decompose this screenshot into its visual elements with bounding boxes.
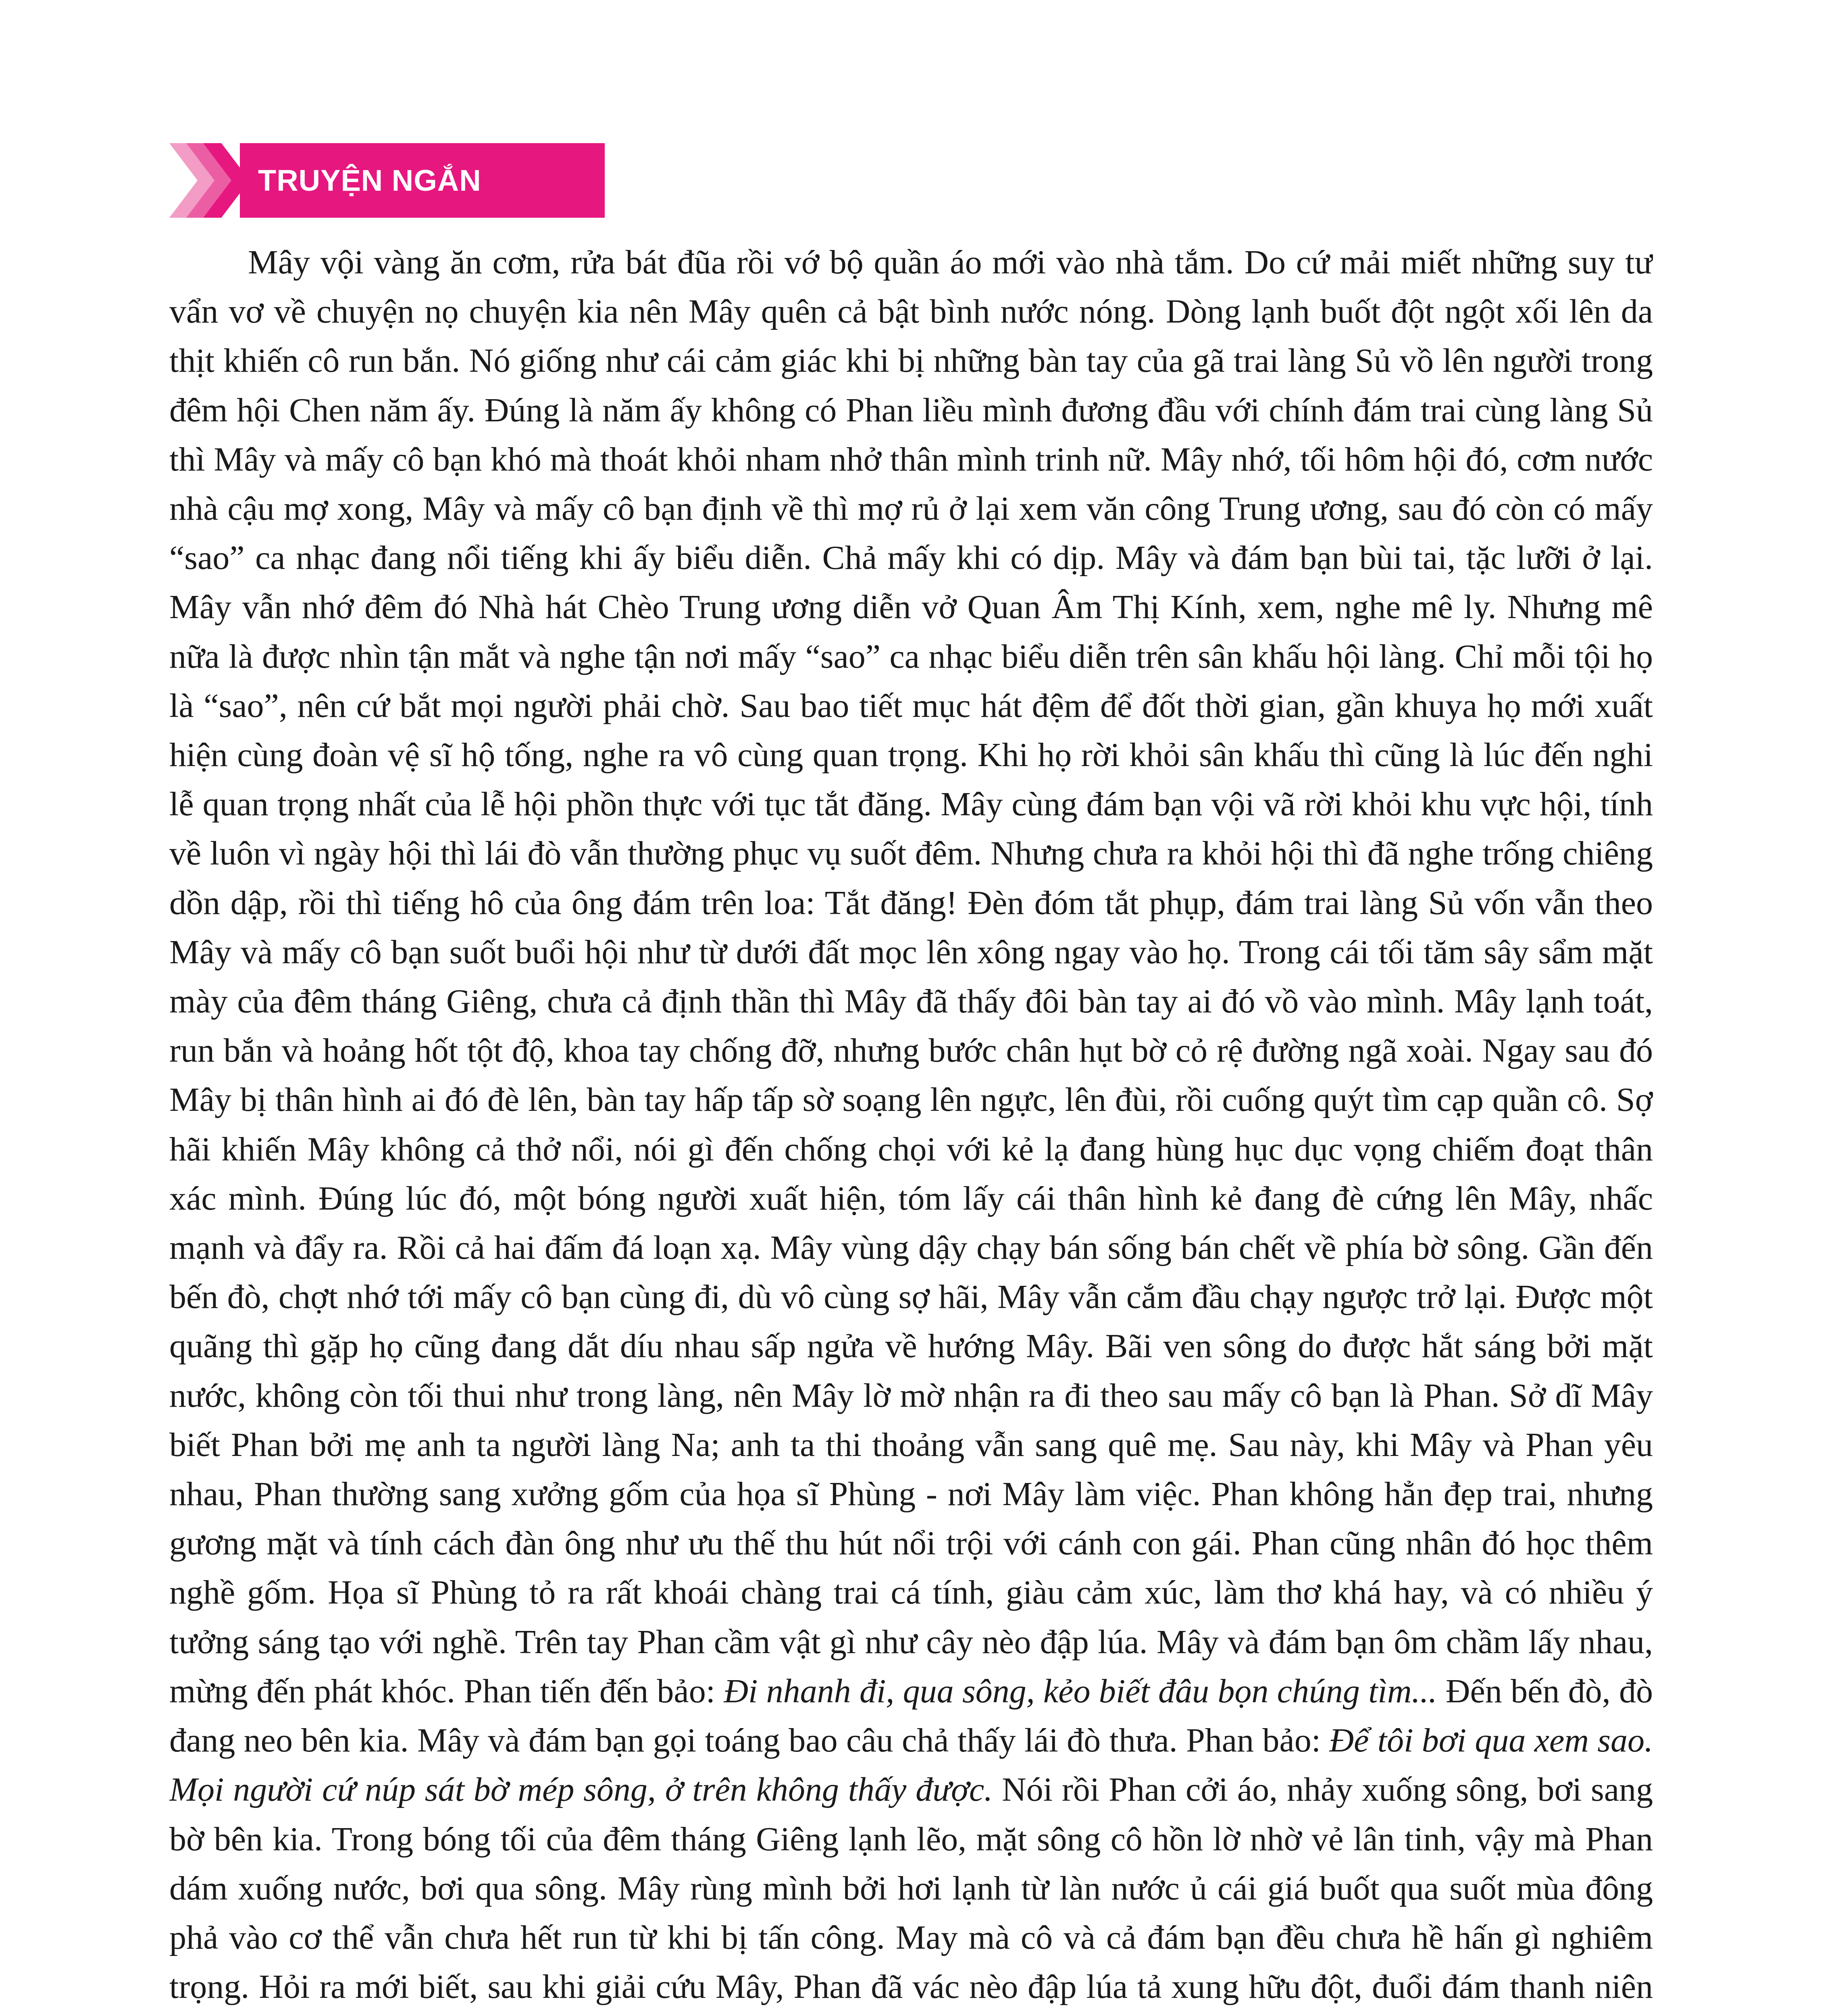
dialogue-quote: Đi nhanh đi, qua sông, kẻo biết đâu bọn chúng tìm... <box>724 1672 1437 1710</box>
section-label: TRUYỆN NGẮN <box>258 164 481 197</box>
triple-chevron-right-icon <box>169 143 250 218</box>
paragraph-text-middle: Đến bến đò, đò đang neo bên kia. Mây và đám bạn gọi toáng bao câu chả thấy lái đò thưa. Phan bảo: <box>169 1672 1653 1760</box>
paragraph-text-start: Mây vội vàng ăn cơm, rửa bát đũa rồi vớ bộ quần áo mới vào nhà tắm. Do cứ mải miết những suy tư vẩn vơ về chuyện nọ chuyện kia nên Mây quên cả bật bình nước nóng. Dòng lạnh buốt đột ngột xối lên da thịt khiến cô run bắn. Nó giống như cái cảm giác khi bị những bàn tay của gã trai làng Sủ vồ lên người trong đêm hội Chen năm ấy. Đúng là năm ấy không có Phan liều mình đương đầu với chính đám trai cùng làng Sủ thì Mây và mấy cô bạn khó mà thoát khỏi nham nhở thân mình trinh nữ. Mây nhớ, tối hôm hội đó, cơm nước nhà cậu mợ xong, Mây và mấy cô bạn định về thì mợ rủ ở lại xem văn công Trung ương, sau đó còn có mấy “sao” ca nhạc đang nổi tiếng khi ấy biểu diễn. Chả mấy khi có dịp. Mây và đám bạn bùi tai, tặc lưỡi ở lại. Mây vẫn nhớ đêm đó Nhà hát Chèo Trung ương diễn vở Quan Âm Thị Kính, xem, nghe mê ly. Nhưng mê nữa là được nhìn tận mắt và nghe tận nơi mấy “sao” ca nhạc biểu diễn trên sân khấu hội làng. Chỉ mỗi tội họ là “sao”, nên cứ bắt mọi người phải chờ. Sau bao tiết mục hát đệm để đốt thời gian, gần khuya họ mới xuất hiện cùng đoàn vệ sĩ hộ tống, nghe ra vô cùng quan trọng. Khi họ rời khỏi sân khấu thì cũng là lúc đến nghi lễ quan trọng nhất của lễ hội phồn thực với tục tắt đăng. Mây cùng đám bạn vội vã rời khỏi khu vực hội, tính về luôn vì ngày hội thì lái đò vẫn thường phục vụ suốt đêm. Nhưng chưa ra khỏi hội thì đã nghe trống chiêng dồn dập, rồi thì tiếng hô của ông đám trên loa: Tắt đăng! Đèn đóm tắt phụp, đám trai làng Sủ vốn vẫn theo Mây và mấy cô bạn suốt buổi hội như từ dưới đất mọc lên xông ngay vào họ. Trong cái tối tăm sây sẩm mặt mày của đêm tháng Giêng, chưa cả định thần thì Mây đã thấy đôi bàn tay ai đó vồ vào mình. Mây lạnh toát, run bắn và hoảng hốt tột độ, khoa tay chống đỡ, nhưng bước chân hụt bờ cỏ rệ đường ngã xoài. Ngay sau đó Mây bị thân hình ai đó đè lên, bàn tay hấp tấp sờ soạng lên ngực, lên đùi, rồi cuống quýt tìm cạp quần cô. Sợ hãi khiến Mây không cả thở nổi, nói gì đến chống chọi với kẻ lạ đang hùng hục dục vọng chiếm đoạt thân xác mình. Đúng lúc đó, một bóng người xuất hiện, tóm lấy cái thân hình kẻ đang đè cứng lên Mây, nhấc mạnh và đẩy ra. Rồi cả hai đấm đá loạn xạ. Mây vùng dậy chạy bán sống bán chết về phía bờ sông. Gần đến bến đò, chợt nhớ tới mấy cô bạn cùng đi, dù vô cùng sợ hãi, Mây vẫn cắm đầu chạy ngược trở lại. Được một quãng thì gặp họ cũng đang dắt díu nhau sấp ngửa về hướng Mây. Bãi ven sông do được hắt sáng bởi mặt nước, không còn tối thui như trong làng, nên Mây lờ mờ nhận ra đi theo sau mấy cô bạn là Phan. Sở dĩ Mây biết Phan bởi mẹ anh ta người làng Na; anh ta thi thoảng vẫn sang quê mẹ. Sau này, khi Mây và Phan yêu nhau, Phan thường sang xưởng gốm của họa sĩ Phùng - nơi Mây làm việc. Phan không hẳn đẹp trai, nhưng gương mặt và tính cách đàn ông như ưu thế thu hút nổi trội với cánh con gái. Phan cũng nhân đó học thêm nghề gốm. Họa sĩ Phùng tỏ ra rất khoái chàng trai cá tính, giàu cảm xúc, làm thơ khá hay, và có nhiều ý tưởng sáng tạo với nghề. Trên tay Phan cầm vật gì như cây nèo đập lúa. Mây và đám bạn ôm chầm lấy nhau, mừng đến phát khóc. Phan tiến đến bảo: <box>169 244 1653 1710</box>
dialogue-quote: Để tôi bơi qua xem sao. Mọi người cứ núp sát bờ mép sông, ở trên không thấy được. <box>169 1722 1653 1809</box>
article-paragraph <box>169 238 1653 2016</box>
paragraph-text-end: Nói rồi Phan cởi áo, nhảy xuống sông, bơi sang bờ bên kia. Trong bóng tối của đêm tháng Giêng lạnh lẽo, mặt sông cô hồn lờ nhờ vẻ lân tinh, vậy mà Phan dám xuống nước, bơi qua sông. Mây rùng mình bởi hơi lạnh từ làn nước ủ cái giá buốt qua suốt mùa đông phả vào cơ thể vẫn chưa hết run từ khi bị tấn công. May mà cô và cả đám bạn đều chưa hề hấn gì nghiêm trọng. Hỏi ra mới biết, sau khi giải cứu Mây, Phan đã vác nèo đập lúa tả xung hữu đột, đuổi đám thanh niên <box>169 1771 1653 2006</box>
article-body <box>169 238 1653 2016</box>
section-tag <box>169 143 605 218</box>
